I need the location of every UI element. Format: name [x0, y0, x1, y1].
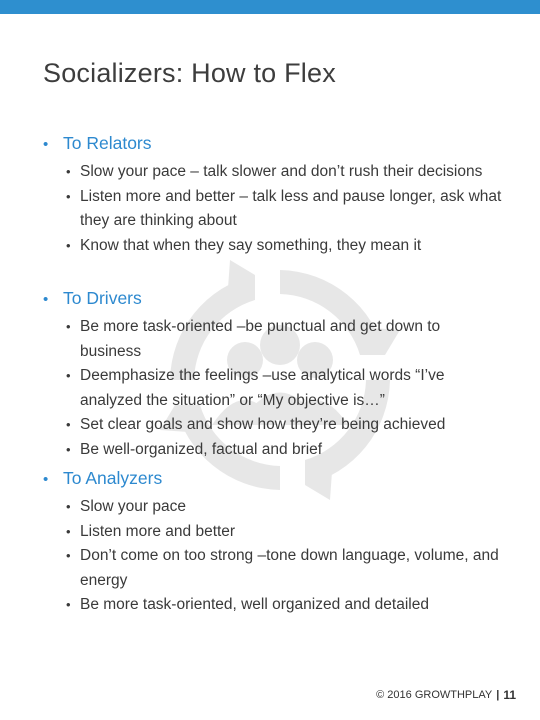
section-relators: [43, 132, 503, 258]
section-heading: [43, 132, 503, 156]
list-item-text: Be more task-oriented, well organized and detailed: [80, 596, 429, 613]
section-heading-text: To Drivers: [63, 288, 142, 308]
bullet-icon: •: [66, 499, 71, 514]
list-item: [43, 364, 503, 413]
page-footer: [376, 688, 516, 702]
list-item: [43, 520, 503, 545]
section-analyzers: [43, 467, 503, 618]
list-item: [43, 185, 503, 234]
list-item: [43, 438, 503, 463]
list-item: [43, 160, 503, 185]
bullet-list: [43, 160, 503, 258]
section-drivers: [43, 287, 503, 462]
bullet-icon: •: [66, 523, 71, 539]
bullet-icon: •: [66, 237, 71, 253]
bullet-icon: •: [43, 291, 49, 308]
list-item: [43, 413, 503, 438]
page-title: Socializers: How to Flex: [43, 58, 336, 88]
bullet-list: [43, 315, 503, 462]
list-item-text: Slow your pace – talk slower and don’t rush their decisions: [80, 163, 483, 180]
footer-separator: |: [496, 689, 500, 701]
bullet-icon: •: [43, 471, 49, 488]
bullet-icon: •: [66, 441, 71, 457]
list-item-text: Be more task-oriented –be punctual and get down to business: [80, 318, 441, 360]
top-accent-bar: [0, 0, 540, 14]
bullet-icon: •: [66, 164, 71, 179]
list-item-text: Set clear goals and show how they’re being achieved: [80, 416, 446, 433]
page-number: 11: [503, 688, 516, 702]
list-item: [43, 495, 503, 520]
bullet-icon: •: [66, 319, 71, 334]
list-item-text: Don’t come on too strong –tone down language, volume, and energy: [80, 547, 499, 589]
bullet-icon: •: [66, 597, 71, 612]
list-item-text: Slow your pace: [80, 498, 186, 515]
bullet-icon: •: [43, 136, 49, 153]
section-heading-text: To Analyzers: [63, 468, 163, 488]
list-item: [43, 593, 503, 618]
bullet-icon: •: [66, 548, 71, 563]
list-item-text: Listen more and better – talk less and pause longer, ask what they are thinking about: [80, 187, 502, 229]
list-item: [43, 544, 503, 593]
bullet-icon: •: [66, 368, 71, 383]
list-item-text: Deemphasize the feelings –use analytical words “I’ve analyzed the situation” or “My objective is…”: [80, 367, 445, 409]
bullet-icon: •: [66, 188, 71, 204]
bullet-list: [43, 495, 503, 618]
section-heading: [43, 287, 503, 311]
copyright-text: © 2016 GROWTHPLAY: [376, 689, 493, 701]
list-item: [43, 234, 503, 259]
list-item-text: Know that when they say something, they mean it: [80, 236, 422, 254]
list-item-text: Be well-organized, factual and brief: [80, 440, 323, 458]
section-heading-text: To Relators: [63, 133, 152, 153]
section-heading: [43, 467, 503, 491]
list-item: [43, 315, 503, 364]
bullet-icon: •: [66, 417, 71, 432]
list-item-text: Listen more and better: [80, 522, 236, 540]
